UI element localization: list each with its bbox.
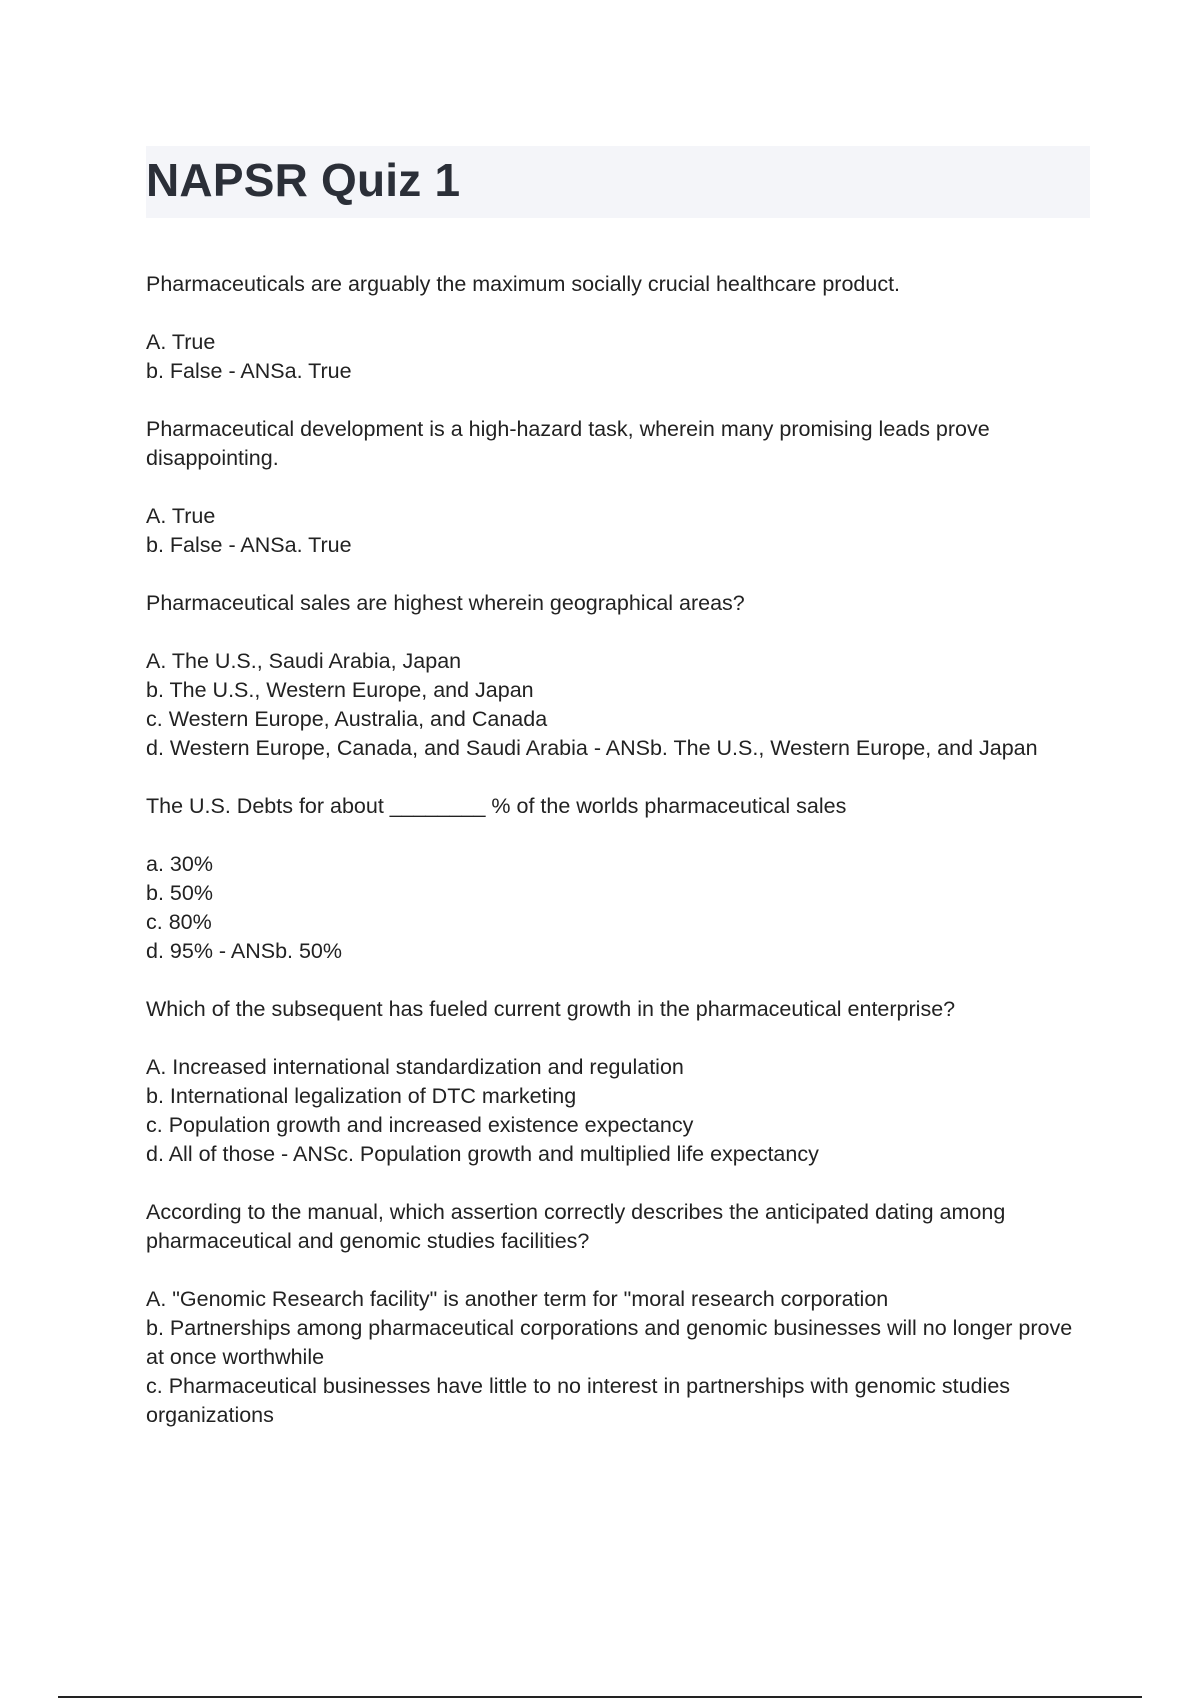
answer-options bbox=[146, 850, 1086, 966]
answer-option: c. Pharmaceutical businesses have little to no interest in partnerships with genomic studies organizations bbox=[146, 1374, 1011, 1427]
answer-option: c. 80% bbox=[146, 910, 212, 934]
answer-options bbox=[146, 502, 1086, 560]
answer-option: b. The U.S., Western Europe, and Japan bbox=[146, 678, 534, 702]
answer-option: A. True bbox=[146, 504, 216, 528]
question-block bbox=[146, 415, 1086, 560]
question-block bbox=[146, 995, 1086, 1169]
question-text: Pharmaceutical development is a high-hazard task, wherein many promising leads prove disappointing. bbox=[146, 417, 990, 470]
question-text: According to the manual, which assertion correctly describes the anticipated dating among pharmaceutical and genomic studies facilities? bbox=[146, 1200, 1006, 1253]
question-text: Pharmaceutical sales are highest wherein geographical areas? bbox=[146, 591, 745, 615]
answer-option: d. Western Europe, Canada, and Saudi Arabia - ANSb. The U.S., Western Europe, and Japan bbox=[146, 736, 1038, 760]
answer-options bbox=[146, 1053, 1086, 1169]
answer-option: b. False - ANSa. True bbox=[146, 533, 352, 557]
page-bottom-divider bbox=[58, 1696, 1142, 1698]
question-text: Which of the subsequent has fueled current growth in the pharmaceutical enterprise? bbox=[146, 997, 956, 1021]
question-block bbox=[146, 792, 1086, 966]
answer-option: a. 30% bbox=[146, 852, 213, 876]
answer-option: A. True bbox=[146, 330, 216, 354]
title-banner bbox=[146, 146, 1090, 218]
question-block bbox=[146, 270, 1086, 386]
answer-option: d. 95% - ANSb. 50% bbox=[146, 939, 342, 963]
answer-options bbox=[146, 647, 1086, 763]
question-block bbox=[146, 1198, 1086, 1430]
answer-option: b. International legalization of DTC marketing bbox=[146, 1084, 577, 1108]
answer-options bbox=[146, 1285, 1086, 1430]
answer-option: c. Western Europe, Australia, and Canada bbox=[146, 707, 548, 731]
answer-option: A. The U.S., Saudi Arabia, Japan bbox=[146, 649, 462, 673]
question-block bbox=[146, 589, 1086, 763]
answer-option: b. 50% bbox=[146, 881, 213, 905]
answer-option: c. Population growth and increased existence expectancy bbox=[146, 1113, 694, 1137]
question-text: The U.S. Debts for about ________ % of the worlds pharmaceutical sales bbox=[146, 794, 847, 818]
answer-option: b. Partnerships among pharmaceutical corporations and genomic businesses will no longer prove at once worthwhile bbox=[146, 1316, 1073, 1369]
answer-option: A. "Genomic Research facility" is another term for "moral research corporation bbox=[146, 1287, 889, 1311]
page-title: NAPSR Quiz 1 bbox=[146, 154, 461, 206]
answer-options bbox=[146, 328, 1086, 386]
question-text: Pharmaceuticals are arguably the maximum socially crucial healthcare product. bbox=[146, 272, 901, 296]
answer-option: A. Increased international standardization and regulation bbox=[146, 1055, 684, 1079]
quiz-content bbox=[146, 270, 1086, 1459]
answer-option: b. False - ANSa. True bbox=[146, 359, 352, 383]
answer-option: d. All of those - ANSc. Population growth and multiplied life expectancy bbox=[146, 1142, 819, 1166]
